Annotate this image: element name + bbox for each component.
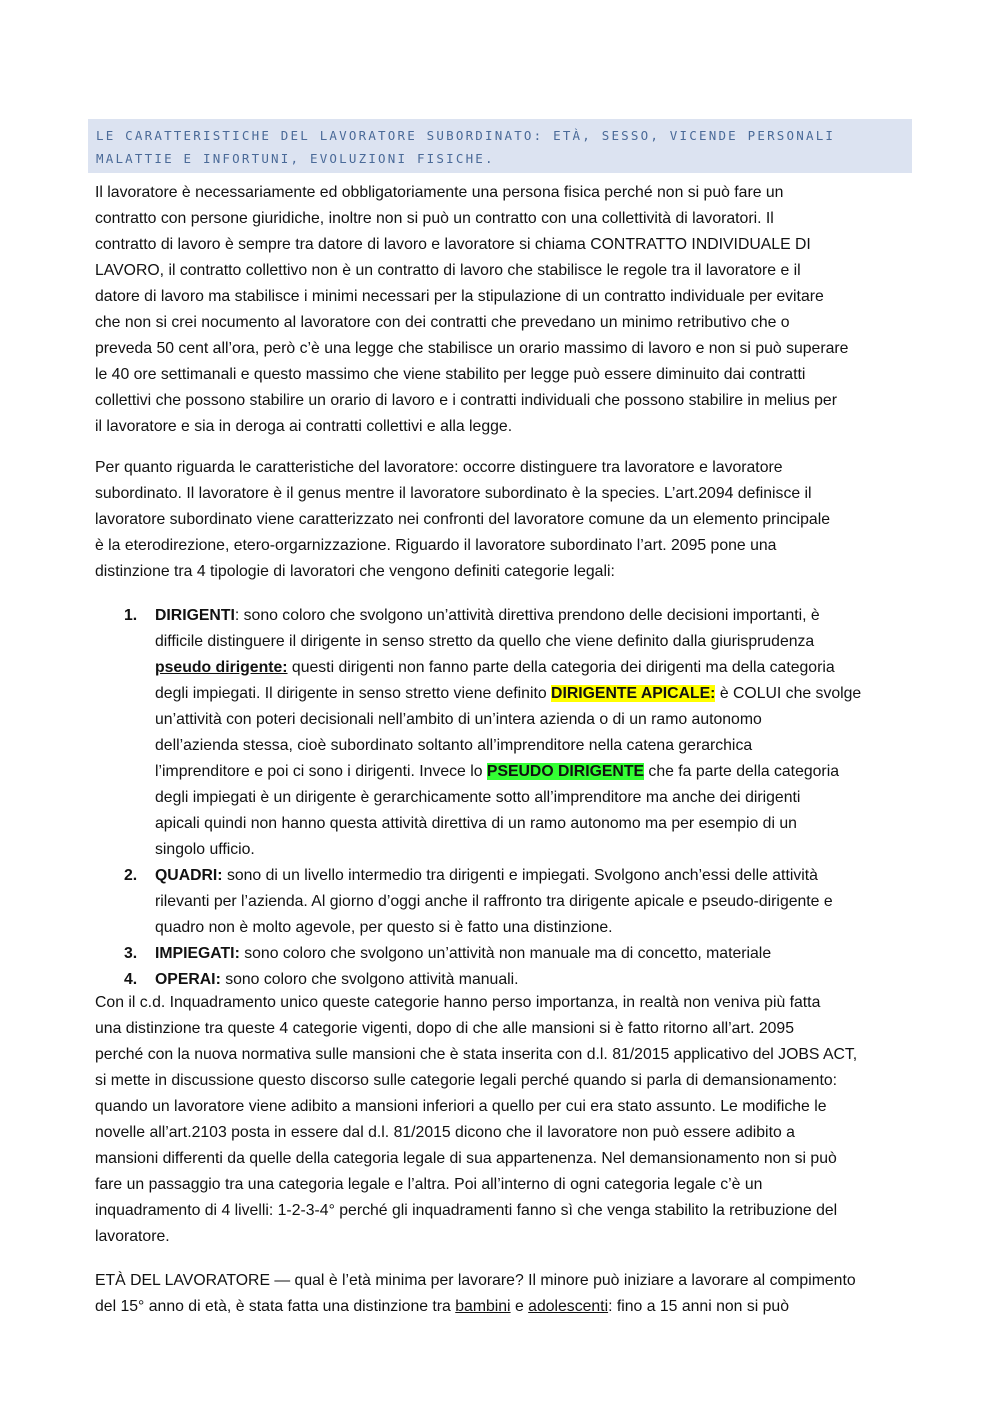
list-item-quadri bbox=[124, 863, 915, 941]
highlight-green: PSEUDO DIRIGENTE bbox=[486, 763, 645, 780]
list-item-impiegati bbox=[124, 941, 915, 967]
text-line: ETÀ DEL LAVORATORE — qual è l’età minima per lavorare? Il minore può iniziare a lavorare al compimento bbox=[95, 1272, 856, 1289]
list-item-dirigenti bbox=[124, 603, 915, 863]
paragraph-inquadramento bbox=[95, 990, 915, 1250]
text-span: l’imprenditore e poi ci sono i dirigenti. Invece lo bbox=[155, 763, 487, 780]
text-line: si mette in discussione questo discorso sulle categorie legali perché quando si parla di demansionamento: bbox=[95, 1072, 838, 1089]
text-span: del 15° anno di età, è stata fatta una distinzione tra bbox=[95, 1298, 456, 1315]
text-line: il lavoratore e sia in deroga ai contratti collettivi e alla legge. bbox=[95, 418, 513, 435]
text-line: Con il c.d. Inquadramento unico queste categorie hanno perso importanza, in realtà non veniva più fatta bbox=[95, 994, 821, 1011]
heading-line: MALATTIE E INFORTUNI, EVOLUZIONI FISICHE. bbox=[96, 151, 495, 166]
text-span: è COLUI che svolge bbox=[715, 685, 862, 702]
text-line: datore di lavoro ma stabilisce i minimi necessari per la stipulazione di un contratto individuale per evitare bbox=[95, 288, 824, 305]
text-line: LAVORO, il contratto collettivo non è un contratto di lavoro che stabilisce le regole tra il lavoratore e il bbox=[95, 262, 801, 279]
text-line: collettivi che possono stabilire un orario di lavoro e i contratti individuali che possono stabilire in melius per bbox=[95, 392, 837, 409]
underlined-term: adolescenti bbox=[528, 1298, 609, 1315]
text-line bbox=[155, 759, 915, 785]
text-line bbox=[155, 681, 915, 707]
text-line: contratto con persone giuridiche, inoltre non si può un contratto con una collettività di lavoratori. Il bbox=[95, 210, 774, 227]
term-label: OPERAI: bbox=[155, 971, 221, 988]
text-line: distinzione tra 4 tipologie di lavoratori che vengono definiti categorie legali: bbox=[95, 563, 615, 580]
text-line: lavoratore. bbox=[95, 1228, 170, 1245]
underlined-term: pseudo dirigente: bbox=[155, 659, 288, 676]
paragraph-characteristics bbox=[95, 455, 915, 585]
text-span: sono coloro che svolgono attività manuali. bbox=[220, 971, 519, 988]
list-number: 2. bbox=[124, 867, 138, 884]
text-line: singolo ufficio. bbox=[155, 841, 255, 858]
text-line: dell’azienda stessa, cioè subordinato soltanto all’imprenditore nella catena gerarchica bbox=[155, 737, 753, 754]
text-span: e bbox=[510, 1298, 529, 1315]
text-line: lavoratore subordinato viene caratterizzato nei confronti del lavoratore comune da un elemento principale bbox=[95, 511, 830, 528]
paragraph-intro bbox=[95, 180, 915, 440]
text-line: preveda 50 cent all’ora, però c’è una legge che stabilisce un orario massimo di lavoro e non si può superare bbox=[95, 340, 849, 357]
term-label: IMPIEGATI: bbox=[155, 945, 240, 962]
text-line: Per quanto riguarda le caratteristiche del lavoratore: occorre distinguere tra lavoratore e lavoratore bbox=[95, 459, 783, 476]
highlight-yellow: DIRIGENTE APICALE: bbox=[551, 685, 716, 702]
text-line: è la eterodirezione, etero-orgarnizzazione. Riguardo il lavoratore subordinato l’art. 2095 pone una bbox=[95, 537, 777, 554]
text-line: un’attività con poteri decisionali nell’ambito di un’intera azienda o di un ramo autonomo bbox=[155, 711, 762, 728]
text-line bbox=[155, 603, 915, 629]
text-line: difficile distinguere il dirigente in senso stretto da quello che viene definito dalla giurisprudenza bbox=[155, 633, 815, 650]
text-line: perché con la nuova normativa sulle mansioni che è stata inserita con d.l. 81/2015 applicativo del JOBS ACT, bbox=[95, 1046, 858, 1063]
text-line: apicali quindi non hanno questa attività direttiva di un ramo autonomo ma per esempio di un bbox=[155, 815, 797, 832]
text-span: : sono coloro che svolgono un’attività direttiva prendono delle decisioni importanti, è bbox=[234, 607, 820, 624]
paragraph-eta bbox=[95, 1268, 915, 1320]
text-line: contratto di lavoro è sempre tra datore di lavoro e lavoratore si chiama CONTRATTO INDIVIDUALE DI bbox=[95, 236, 811, 253]
section-heading bbox=[88, 119, 912, 173]
text-line bbox=[155, 863, 915, 889]
text-line: degli impiegati è un dirigente è gerarchicamente sotto all’imprenditore ma anche dei dirigenti bbox=[155, 789, 801, 806]
text-span: questi dirigenti non fanno parte della categoria dei dirigenti ma della categoria bbox=[287, 659, 835, 676]
list-number: 3. bbox=[124, 945, 138, 962]
term-label: QUADRI: bbox=[155, 867, 223, 884]
text-line: quando un lavoratore viene adibito a mansioni inferiori a quello per cui era stato assunto. Le modifiche le bbox=[95, 1098, 827, 1115]
text-line: le 40 ore settimanali e questo massimo che viene stabilito per legge può essere diminuito dai contratti bbox=[95, 366, 806, 383]
text-line: inquadramento di 4 livelli: 1-2-3-4° perché gli inquadramenti fanno sì che venga stabilito la retribuzione del bbox=[95, 1202, 838, 1219]
text-span: degli impiegati. Il dirigente in senso stretto viene definito bbox=[155, 685, 552, 702]
text-line: fare un passaggio tra una categoria legale e l’altra. Poi all’interno di ogni categoria legale c’è un bbox=[95, 1176, 763, 1193]
text-span: sono di un livello intermedio tra dirigenti e impiegati. Svolgono anch’essi delle attività bbox=[222, 867, 818, 884]
text-line: Il lavoratore è necessariamente ed obbligatoriamente una persona fisica perché non si può fare un bbox=[95, 184, 784, 201]
list-number: 1. bbox=[124, 607, 138, 624]
heading-line: LE CARATTERISTICHE DEL LAVORATORE SUBORDINATO: ETÀ, SESSO, VICENDE PERSONALI bbox=[96, 128, 836, 143]
list-number: 4. bbox=[124, 971, 138, 988]
text-line: una distinzione tra queste 4 categorie vigenti, dopo di che alle mansioni si è fatto ritorno all’art. 2095 bbox=[95, 1020, 794, 1037]
text-line: mansioni differenti da quelle della categoria legale di sua appartenenza. Nel demansionamento non si può bbox=[95, 1150, 837, 1167]
text-line: che non si crei nocumento al lavoratore con dei contratti che prevedano un minimo retributivo che o bbox=[95, 314, 790, 331]
text-line: quadro non è molto agevole, per questo si è fatto una distinzione. bbox=[155, 919, 613, 936]
text-line: subordinato. Il lavoratore è il genus mentre il lavoratore subordinato è la species. L’art.2094 definisce il bbox=[95, 485, 812, 502]
text-span: sono coloro che svolgono un’attività non manuale ma di concetto, materiale bbox=[239, 945, 772, 962]
text-line bbox=[155, 941, 915, 967]
text-line: rilevanti per l’azienda. Al giorno d’oggi anche il raffronto tra dirigente apicale e pseudo-dirigente e bbox=[155, 893, 833, 910]
underlined-term: bambini bbox=[455, 1298, 511, 1315]
text-span: che fa parte della categoria bbox=[644, 763, 839, 780]
text-line bbox=[155, 655, 915, 681]
text-line bbox=[95, 1294, 915, 1320]
text-line: novelle all’art.2103 posta in essere dal d.l. 81/2015 dicono che il lavoratore non può essere adibito a bbox=[95, 1124, 795, 1141]
term-label: DIRIGENTI bbox=[155, 607, 235, 624]
text-span: : fino a 15 anni non si può bbox=[608, 1298, 790, 1315]
